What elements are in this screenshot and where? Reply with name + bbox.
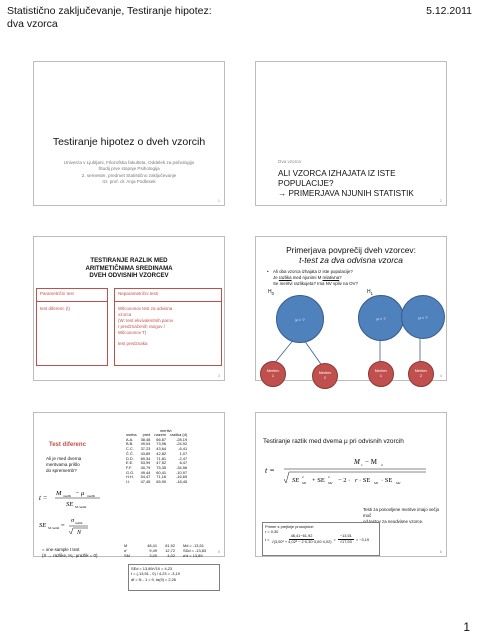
parametric-test: test diferenc (t): [40, 305, 71, 311]
table-cell: B.B.: [126, 441, 134, 447]
title-line-2: dva vzorca: [7, 18, 58, 30]
equals: =: [333, 536, 336, 542]
table-cell: A.A.: [126, 436, 134, 442]
slide-number: 2: [439, 198, 442, 203]
svg-text:2: 2: [381, 463, 383, 467]
table-cell: 43,89: [140, 450, 151, 456]
svg-text:t =: t =: [39, 494, 48, 502]
table-cell: 47,45: [140, 479, 151, 485]
table-cell: -28,19: [176, 436, 188, 442]
slide-5: [33, 412, 225, 582]
q-text: ?: [339, 274, 342, 280]
nonparametric-line: test predznaka: [118, 341, 148, 347]
q-text: med njunimi M: [291, 274, 323, 280]
slide-2-heading: [278, 169, 414, 200]
question: [46, 456, 81, 474]
table-cell: 49,44: [140, 469, 151, 475]
svg-text:M2: M2: [396, 481, 401, 485]
note-line: od testov za neodvisne vzorce.: [363, 518, 424, 524]
population-label: μ = ?: [376, 315, 386, 321]
note-line: (X → razlike, H₀: μrazlik = 0): [42, 552, 98, 558]
title-line: TESTIRANJE RAZLIK MED: [90, 257, 168, 264]
svg-text:razlik: razlik: [87, 494, 95, 498]
heading-line: POPULACIJE?: [278, 179, 334, 189]
question-line: do sprememb?: [46, 468, 77, 473]
heading-line: ALI VZORCA IZHAJATA IZ ISTE: [278, 169, 396, 178]
nonparametric-heading: Neparametrični testi: [115, 289, 221, 302]
fraction-1: [271, 534, 331, 544]
calc-line: SEd = 13,89/√10 = 4,23: [131, 566, 173, 571]
table-cell: I.I.: [126, 479, 131, 485]
table-cell: H.H.: [126, 474, 134, 480]
svg-text:SE: SE: [66, 501, 74, 508]
svg-text:M razlik: M razlik: [75, 505, 87, 509]
question-line: Se meritvi razlikujeta? Ima NV vpliv na OV?: [273, 280, 358, 286]
slide-number: 6: [439, 549, 442, 554]
svg-text:2: 2: [328, 475, 330, 479]
author-line: Izr. prof. dr. Anja Podlesek: [102, 178, 156, 184]
study-line: Študij prve stopnje Psihologija: [98, 166, 160, 172]
example-title: Primer s prejšnje prosojnice:: [265, 524, 315, 529]
summary-row: [124, 554, 223, 559]
slide-number: 4: [439, 373, 442, 378]
table-cell: 66,67: [156, 436, 167, 442]
note-line: Testi za ponovljene meritve imajo večjo moč: [363, 507, 440, 518]
fraction-numerator: −13,51: [339, 533, 352, 539]
svg-text:M razlik: M razlik: [48, 526, 60, 530]
svg-text:· SE: · SE: [359, 477, 371, 484]
fraction-denominator: √17,93: [339, 539, 352, 544]
example-r: r = 0,30: [265, 529, 279, 535]
summary-cell: Md = -13,51: [183, 543, 204, 548]
svg-text:1: 1: [361, 463, 363, 467]
course-line: 2. semester, predmet Statistično zaključevanje: [81, 172, 177, 178]
h0-sub: 0: [271, 291, 274, 296]
calc-line: df = N - 1 = 9, tα(9) = 2,26: [131, 576, 176, 582]
table-caption: meritvi: [160, 428, 172, 433]
se-formula: [38, 514, 116, 538]
slide-number: 5: [217, 549, 220, 554]
summary-cell: 61,92: [165, 543, 175, 548]
table-cell: 73,96: [156, 441, 167, 447]
svg-text:r: r: [355, 477, 358, 484]
svg-text:razlik: razlik: [75, 521, 83, 525]
slide-3: [33, 236, 225, 381]
t-formula: [38, 486, 116, 510]
slide-6-title: Testiranje razlik med dvema μ pri odvisnih vzorcih: [263, 438, 404, 445]
affiliation-line: Univerza v Ljubljani, Filozofska fakulteta, Oddelek za psihologijo: [63, 160, 195, 165]
h1-sub: 1: [370, 291, 373, 296]
q-text-underlined: razlika: [278, 274, 292, 280]
parametric-heading: Parametrični test: [37, 289, 107, 302]
table-cell: 75,35: [156, 464, 167, 470]
population-label: μ = ?: [295, 316, 305, 322]
svg-text:SE: SE: [292, 477, 300, 484]
table-cell: D.D.: [126, 455, 134, 461]
bullet-icon: •: [267, 269, 269, 274]
summary-cell: 12,72: [165, 547, 175, 553]
population-h0: [276, 295, 324, 343]
population-label: μ = ?: [418, 314, 428, 320]
one-sample-note: [42, 547, 97, 558]
title-line-1: Statistično zaključevanje, Testiranje hipotez:: [7, 5, 212, 17]
summary-cell: 9,49: [149, 547, 157, 553]
table-cell: C.C.: [126, 446, 134, 452]
table-cell: 37,23: [140, 446, 151, 452]
slide-5-title: Test diferenc: [49, 442, 86, 448]
nonparametric-line: (W: test ekvivalentnih parov: [118, 317, 174, 323]
svg-text:· SE: · SE: [381, 477, 393, 484]
nonparametric-line: / predznačenih rangov /: [118, 323, 166, 329]
svg-text:M1: M1: [302, 481, 307, 485]
svg-text:M2: M2: [328, 481, 333, 485]
summary-cell: 48,41: [147, 543, 157, 548]
table-cell: 71,16: [156, 474, 167, 480]
table-cell: 65,90: [156, 479, 167, 485]
sample-h0-1: [260, 361, 286, 387]
slide-2: [255, 61, 447, 206]
svg-text:− M: − M: [365, 458, 377, 466]
table-cell: 47,52: [156, 460, 167, 466]
title-line: Primerjava povprečij dveh vzorcev:: [286, 245, 416, 255]
title-line: DVEH ODVISNIH VZORCEV: [89, 272, 169, 280]
question-line: Ali je med dvema: [46, 456, 82, 461]
sample-h0-2: [312, 363, 338, 389]
summary-cell: σ'd = 13,89: [183, 552, 203, 558]
summary-cell: σ': [124, 547, 128, 553]
fraction-numerator: 48,41−61,92: [290, 533, 313, 539]
summary-cell: SM: [124, 552, 130, 558]
table-cell: -24,92: [176, 441, 188, 447]
svg-text:t =: t =: [265, 466, 275, 475]
heading-line: → PRIMERJAVA NJUNIH STATISTIK: [278, 189, 414, 199]
document-date: 5.12.2011: [426, 5, 472, 17]
q-text-underlined: relativna: [322, 274, 340, 280]
question-line: meritvama prišlo: [46, 462, 80, 467]
svg-text:2: 2: [302, 475, 304, 479]
nonparametric-line: Wilcoxonov T): [118, 329, 147, 335]
q-text: Je: [273, 274, 279, 280]
svg-text:M: M: [354, 458, 360, 466]
table-cell: E.E.: [126, 460, 134, 466]
table-cell: -6,41: [178, 446, 188, 452]
summary-stats: [124, 544, 223, 558]
column-header: razlika (d): [170, 432, 188, 437]
sample-h1-1: [368, 361, 394, 387]
sample-label: Meritev: [318, 371, 332, 376]
sample-index: 1: [271, 374, 275, 378]
table-cell: -34,56: [176, 464, 188, 470]
sample-label: Meritev: [414, 369, 428, 374]
table-cell: 53,99: [140, 460, 151, 466]
fraction-2: [338, 534, 354, 544]
calc-line: t = (-13,51 - 0) / 4,23 = -3,19: [131, 571, 180, 577]
table-cell: -10,97: [176, 469, 188, 475]
page-number: 1: [463, 620, 470, 634]
sample-index: 1: [379, 374, 383, 378]
svg-text:M1: M1: [374, 481, 379, 485]
svg-text:razlik: razlik: [63, 494, 71, 498]
svg-text:− μ: − μ: [75, 490, 85, 497]
svg-text:=: =: [61, 522, 65, 529]
nonparametric-box: [114, 288, 222, 366]
h0-letter: H: [268, 289, 272, 295]
nonparametric-line: Wilcoxonov test za odvisna: [118, 305, 173, 311]
sample-h1-2: [408, 361, 434, 387]
table-cell: 71,81: [156, 455, 167, 461]
table-cell: -2,47: [178, 455, 188, 461]
h1-letter: H: [367, 289, 371, 295]
slide-4: [255, 236, 447, 381]
svg-text:− 2 ·: − 2 ·: [338, 477, 351, 484]
table-cell: 60,41: [156, 469, 167, 475]
slide-3-title: [34, 257, 224, 280]
table-cell: 54,47: [140, 474, 151, 480]
slide-number: 3: [217, 373, 220, 378]
svg-text:N: N: [77, 530, 82, 536]
table-cell: 43,64: [156, 446, 167, 452]
sample-index: 2: [419, 374, 423, 378]
slide-1-subtitle: [34, 160, 224, 185]
table-cell: 6,47: [179, 460, 188, 466]
population-h1-a: [358, 295, 404, 341]
slide-number: 1: [217, 198, 220, 203]
dependent-t-formula: [264, 453, 434, 489]
population-h1-b: [401, 295, 445, 339]
title-line: ARITMETIČNIMA SREDINAMA: [85, 264, 173, 272]
t-symbol: t =: [265, 536, 270, 542]
example-box: [262, 522, 380, 556]
summary-cell: 4,02: [167, 552, 175, 558]
slide-6: [255, 412, 447, 557]
sample-index: 2: [323, 376, 327, 380]
table-cell: G.G.: [126, 469, 135, 475]
title-line: t-test za dva odvisna vzorca: [299, 255, 403, 265]
table-cell: 69,34: [140, 455, 151, 461]
table-cell: 38,48: [140, 436, 151, 442]
table-cell: 40,79: [140, 464, 151, 470]
summary-cell: SDd = -13,83: [183, 547, 207, 553]
parametric-box: [36, 288, 108, 366]
slide-1-title: Testiranje hipotez o dveh vzorcih: [52, 136, 206, 148]
table-cell: F.F.: [126, 464, 133, 470]
summary-cell: 3,00: [149, 552, 157, 558]
sample-label: Meritev: [266, 369, 280, 374]
example-result: = −3,19: [355, 536, 370, 542]
sample-label: Meritev: [374, 369, 388, 374]
slide-1: [33, 61, 225, 206]
table-cell: -18,45: [176, 479, 188, 485]
svg-text:M: M: [56, 490, 62, 497]
table-cell: 42,82: [156, 450, 167, 456]
column-header: oseba: [126, 432, 137, 437]
table-cell: Č.Č.: [126, 450, 134, 456]
nonparametric-line: vzorca: [118, 311, 132, 317]
svg-text:σ: σ: [71, 517, 75, 524]
section-label: Dva vzorca: [278, 159, 301, 164]
column-header: nazem: [154, 432, 167, 437]
svg-text:+ SE: + SE: [312, 477, 325, 484]
question-line: Ali oba vzorca izhajata iz iste populacije?: [273, 269, 353, 274]
table-cell: 49,04: [140, 441, 151, 447]
table-cell: -16,69: [176, 474, 188, 480]
fraction-denominator: √(3,00² + 4,02² − 2·0,30·3,00·4,02): [271, 539, 332, 544]
differences-table: [124, 433, 189, 485]
summary-cell: M: [124, 543, 128, 548]
calculation-box: [128, 564, 220, 591]
note-line: = one-sample t test: [42, 547, 80, 552]
table-cell: 1,07: [179, 450, 188, 456]
example-calc: [265, 534, 377, 544]
document-title: [7, 5, 212, 31]
svg-text:SE: SE: [39, 522, 47, 529]
table-row: [124, 480, 189, 485]
column-header: pred: [142, 432, 151, 437]
